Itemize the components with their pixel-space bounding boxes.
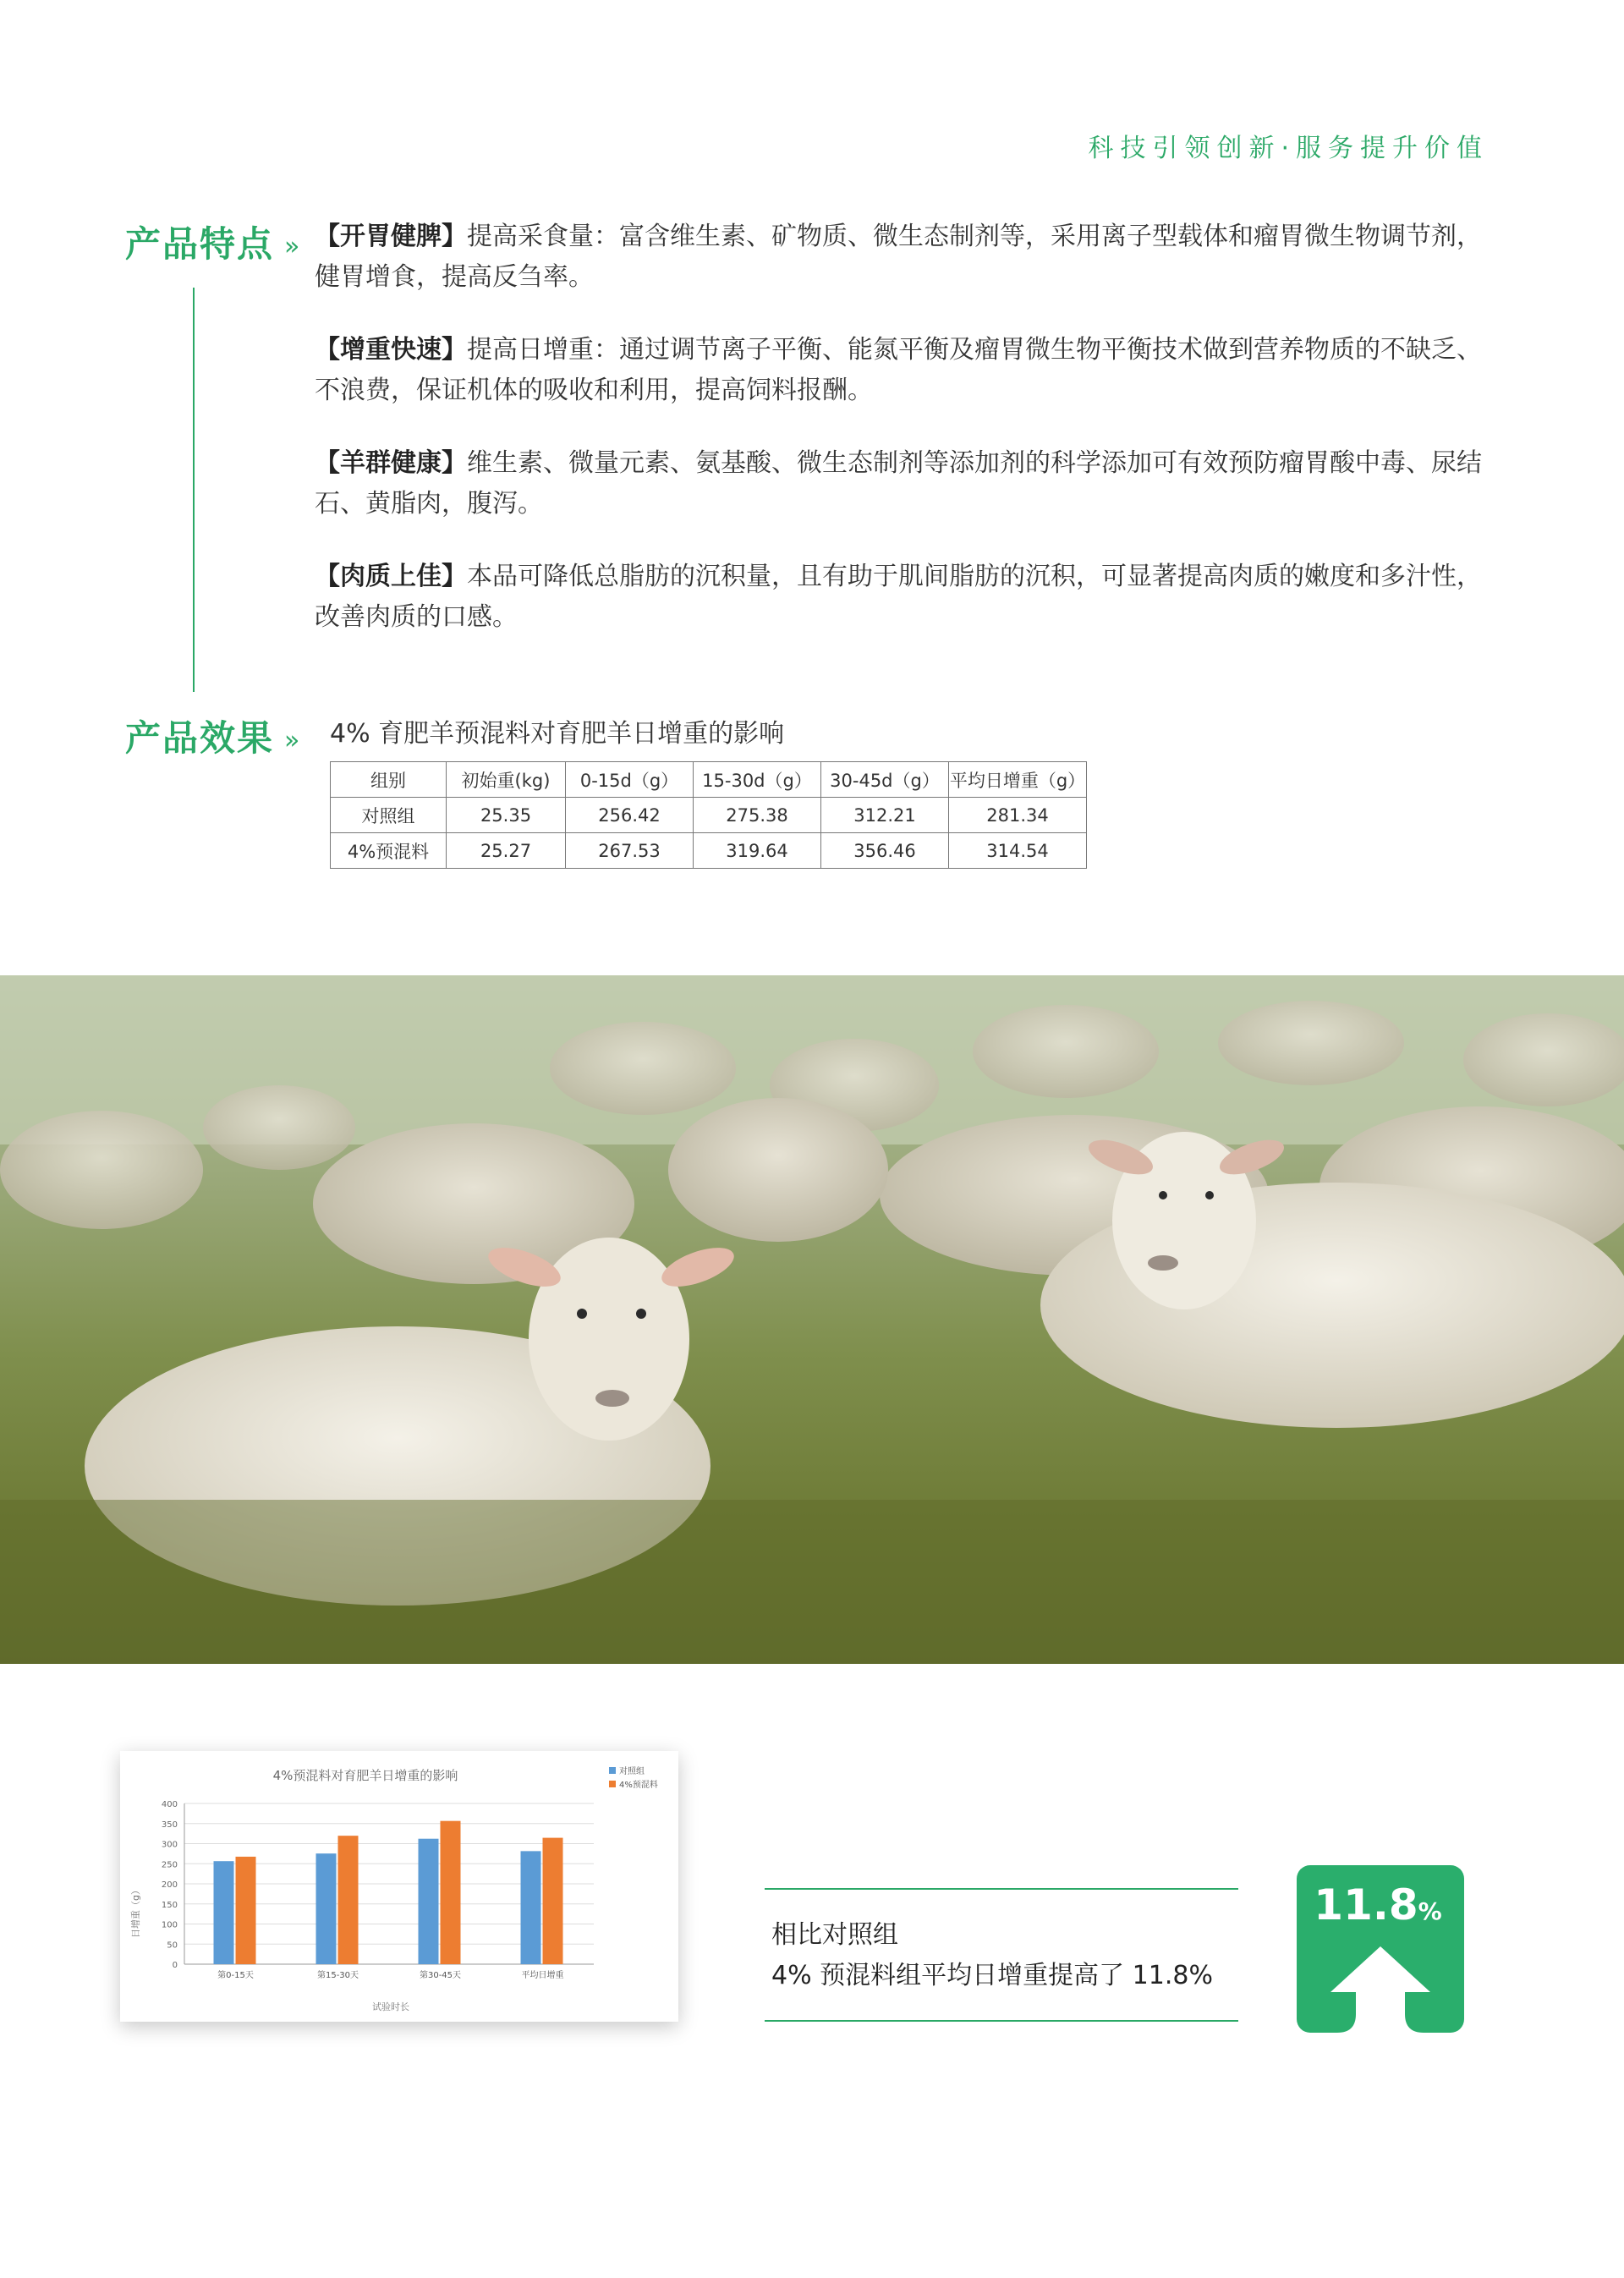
chart-y-tick-label: 400 (161, 1800, 178, 1809)
chart-bar (419, 1839, 439, 1964)
summary-line-1: 相比对照组 (771, 1920, 898, 1950)
sheep-photo (0, 975, 1624, 1664)
table-row (331, 833, 1087, 869)
table-header-cell: 组别 (331, 762, 447, 798)
feature-item (315, 443, 1499, 524)
table-cell: 267.53 (566, 833, 694, 869)
feature-tag: 【增重快速】 (315, 335, 467, 365)
chart-ylabel: 日增重（g） (130, 1886, 141, 1938)
table-cell: 312.21 (821, 798, 949, 833)
data-table (330, 761, 1087, 869)
features-heading (125, 217, 299, 267)
feature-tag: 【开胃健脾】 (315, 222, 467, 251)
feature-text: 本品可降低总脂肪的沉积量，且有助于肌间脂肪的沉积，可显著提高肉质的嫩度和多汁性，改善肉质的口感。 (315, 562, 1482, 632)
summary-block (765, 1888, 1238, 2022)
bar-chart-card (120, 1751, 678, 2022)
tagline: 科技引领创新·服务提升价值 (1088, 134, 1489, 163)
chart-bar (521, 1851, 541, 1964)
sheep-illustration (0, 975, 1624, 1664)
chart-bar (214, 1861, 234, 1964)
table-cell: 25.35 (447, 798, 566, 833)
table-cell: 356.46 (821, 833, 949, 869)
table-cell: 4%预混料 (331, 833, 447, 869)
summary-line-2: 4% 预混料组平均日增重提高了 11.8% (771, 1961, 1213, 1990)
chart-y-tick-label: 250 (161, 1860, 178, 1870)
increase-badge (1297, 1865, 1464, 2033)
chart-x-ticks (217, 1969, 563, 1980)
table-cell: 281.34 (949, 798, 1087, 833)
chart-x-tick-label: 平均日增重 (521, 1971, 564, 1980)
chart-y-tick-label: 300 (161, 1840, 178, 1850)
chart-bar (543, 1838, 563, 1964)
badge-value: 11.8 (1314, 1880, 1418, 1929)
chart-legend-swatch (609, 1781, 616, 1787)
up-arrow-icon (1297, 1865, 1464, 2033)
chart-legend-swatch (609, 1767, 616, 1774)
vertical-divider (193, 288, 195, 692)
chart-y-ticks (162, 1800, 178, 1970)
effect-title: 产品效果 (125, 717, 275, 759)
table-header-cell: 初始重(kg) (447, 762, 566, 798)
table-header-cell: 0-15d（g） (566, 762, 694, 798)
feature-item (315, 217, 1499, 298)
table-cell: 25.27 (447, 833, 566, 869)
chart-y-tick-label: 150 (161, 1900, 178, 1910)
chart-y-tick-label: 50 (167, 1940, 178, 1951)
table-cell: 319.64 (694, 833, 821, 869)
chart-xlabel: 试验时长 (372, 2001, 409, 2012)
table-header-cell: 15-30d（g） (694, 762, 821, 798)
table-header-row (331, 762, 1087, 798)
chart-title: 4%预混料对育肥羊日增重的影响 (272, 1768, 458, 1783)
feature-item (315, 330, 1499, 411)
feature-text: 维生素、微量元素、氨基酸、微生态制剂等添加剂的科学添加可有效预防瘤胃酸中毒、尿结石、黄脂肉，腹泻。 (315, 448, 1482, 519)
features-title: 产品特点 (125, 223, 275, 265)
summary-text (765, 1890, 1238, 2020)
table-cell: 256.42 (566, 798, 694, 833)
table-cell: 275.38 (694, 798, 821, 833)
double-chevron-icon: » (284, 725, 300, 755)
table-header-cell: 30-45d（g） (821, 762, 949, 798)
chart-y-tick-label: 100 (161, 1920, 178, 1930)
chart-x-tick-label: 第0-15天 (217, 1971, 254, 1980)
table-row (331, 798, 1087, 833)
bar-chart (120, 1751, 678, 2022)
chart-y-tick-label: 350 (161, 1820, 178, 1830)
badge-unit: % (1418, 1897, 1442, 1925)
double-chevron-icon: » (284, 231, 300, 261)
chart-bar (441, 1821, 461, 1964)
feature-tag: 【羊群健康】 (315, 448, 467, 478)
chart-y-tick-label: 0 (172, 1961, 178, 1970)
feature-text: 提高日增重：通过调节离子平衡、能氮平衡及瘤胃微生物平衡技术做到营养物质的不缺乏、不浪费，保证机体的吸收和利用，提高饲料报酬。 (315, 335, 1482, 405)
table-cell: 对照组 (331, 798, 447, 833)
chart-legend-label: 4%预混料 (619, 1781, 658, 1790)
feature-tag: 【肉质上佳】 (315, 562, 467, 591)
effect-heading (125, 711, 299, 761)
feature-list (315, 217, 1499, 670)
chart-bar (316, 1853, 337, 1964)
chart-legend-label: 对照组 (619, 1767, 645, 1776)
table-header-cell: 平均日增重（g） (949, 762, 1087, 798)
chart-bar (338, 1836, 359, 1964)
chart-x-tick-label: 第15-30天 (316, 1971, 359, 1980)
chart-bars (214, 1821, 563, 1964)
chart-x-tick-label: 第30-45天 (419, 1971, 462, 1980)
chart-bar (236, 1857, 256, 1964)
table-cell: 314.54 (949, 833, 1087, 869)
feature-text: 提高采食量：富含维生素、矿物质、微生态制剂等，采用离子型载体和瘤胃微生物调节剂，健胃增食，提高反刍率。 (315, 222, 1482, 292)
chart-legend (609, 1765, 658, 1790)
summary-bottom-rule (765, 2020, 1238, 2022)
chart-y-tick-label: 200 (161, 1880, 178, 1890)
table-caption: 4% 育肥羊预混料对育肥羊日增重的影响 (330, 719, 785, 749)
feature-item (315, 557, 1499, 638)
